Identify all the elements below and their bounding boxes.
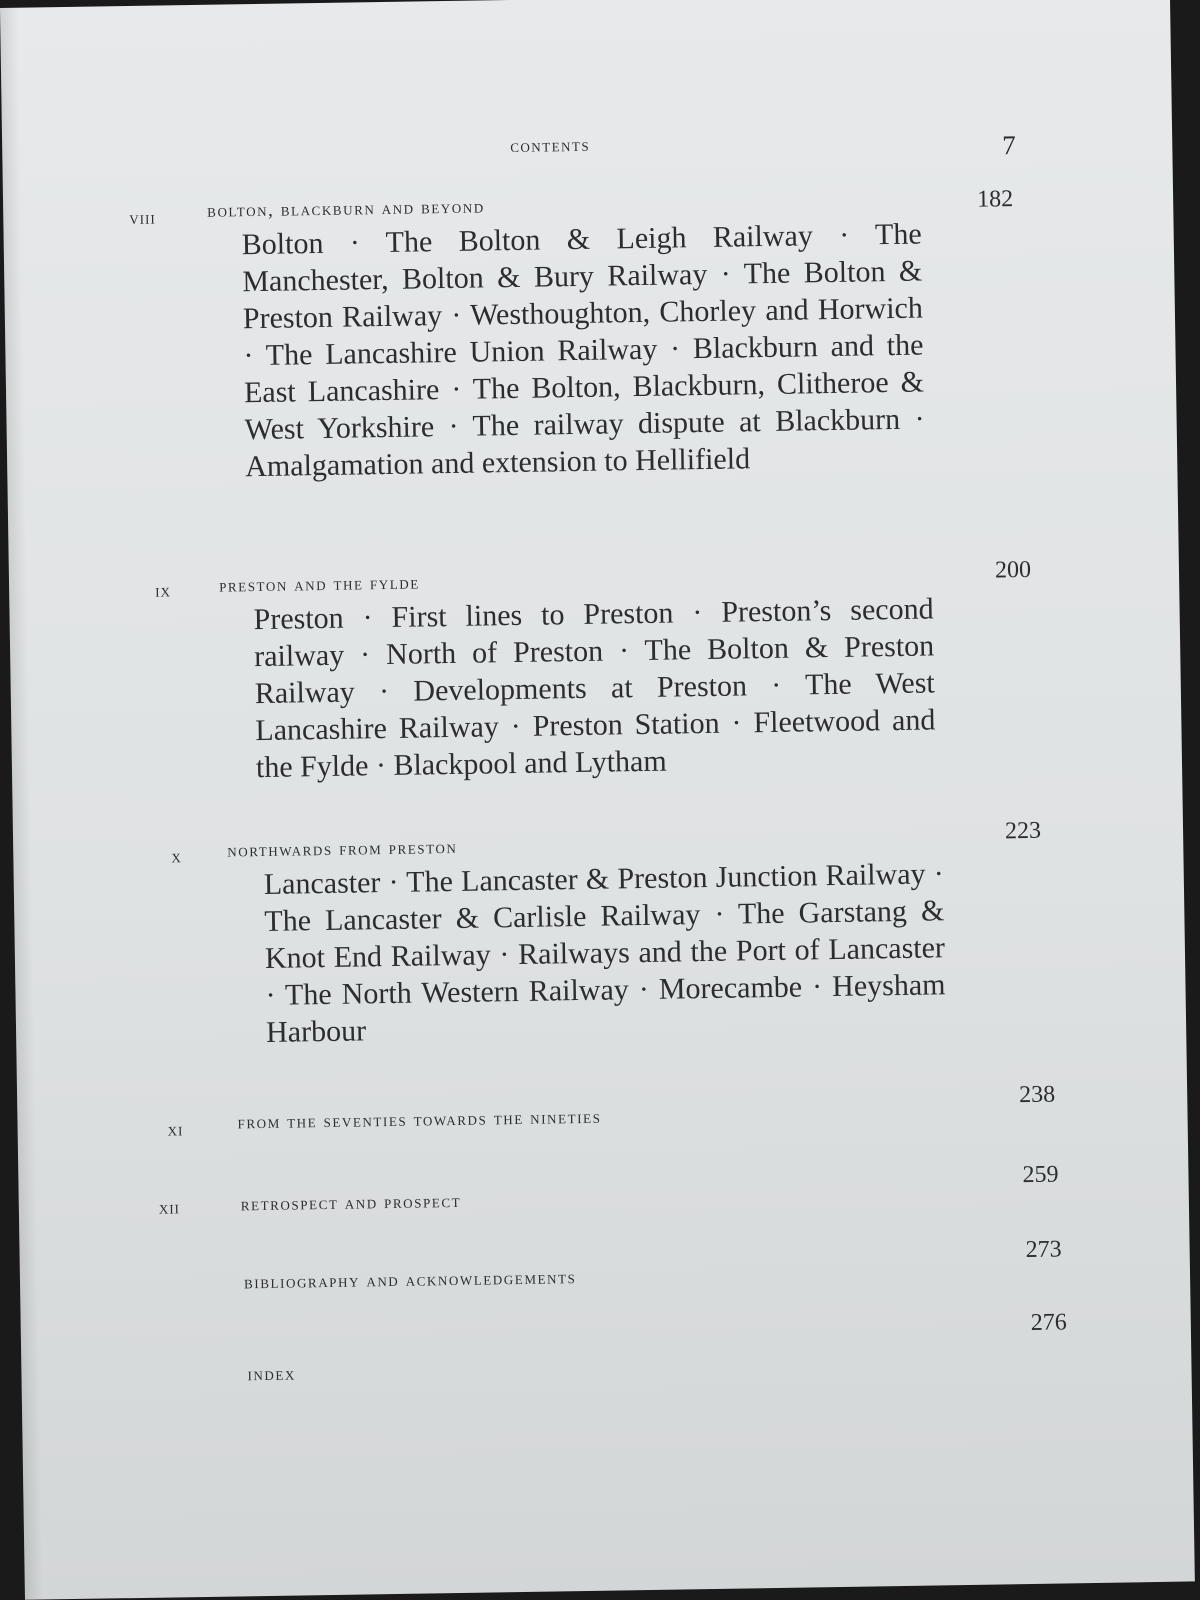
chapter-title: preston and the fylde [218,572,420,597]
chapter-page: 273 [1025,1236,1062,1264]
chapter-page: 200 [994,556,1032,584]
chapter-number: ix [155,580,172,602]
chapter-title: northwards from preston [227,836,458,862]
chapter-description: Bolton · The Bolton & Leigh Railway · The Manchester, Bolton & Bury Railway · The Bolton & Preston Railway · Westhoughton, Chorley and Horwich · The Lancashire Union Railway · Blackburn and the East Lancashire · The Bolton, Blackburn, Clitheroe & West Yorkshire · The railway dispute at Blackburn · Amalgamation and extension to Hellifield [241,217,925,484]
running-header: contents [510,134,591,158]
chapter-title: bolton, blackburn and beyond [207,196,485,222]
chapter-number: xi [167,1119,184,1141]
chapter-page: 259 [1022,1161,1059,1189]
chapter-page: 182 [976,186,1014,213]
chapter-description: Lancaster · The Lancaster & Preston Junction Railway · The Lancaster & Carlisle Railway · The Garstang & Knot End Railway · Railways and the Port of Lancaster · The North Western Railway · Morecambe · Heysham Harbour [263,857,946,1049]
chapter-page: 276 [1030,1309,1067,1336]
chapter-title: bibliography and acknowledgements [243,1267,577,1294]
page-gutter-shadow [0,8,43,1600]
chapter-number: xii [158,1197,181,1219]
chapter-description: Preston · First lines to Preston · Preston’s second railway · North of Preston · The Bolton & Preston Railway · Developments at Preston · The West Lancashire Railway · Preston Station · Fleetwood and the Fylde · Blackpool and Lytham [253,592,936,785]
page-number: 7 [1002,130,1017,161]
chapter-title: retrospect and prospect [240,1190,462,1216]
chapter-page: 238 [1018,1081,1056,1109]
chapter-title: from the seventies towards the nineties [237,1106,602,1134]
chapter-number: x [171,846,182,868]
chapter-page: 223 [1004,817,1042,845]
chapter-number: viii [129,207,156,229]
chapter-title: index [247,1363,297,1386]
